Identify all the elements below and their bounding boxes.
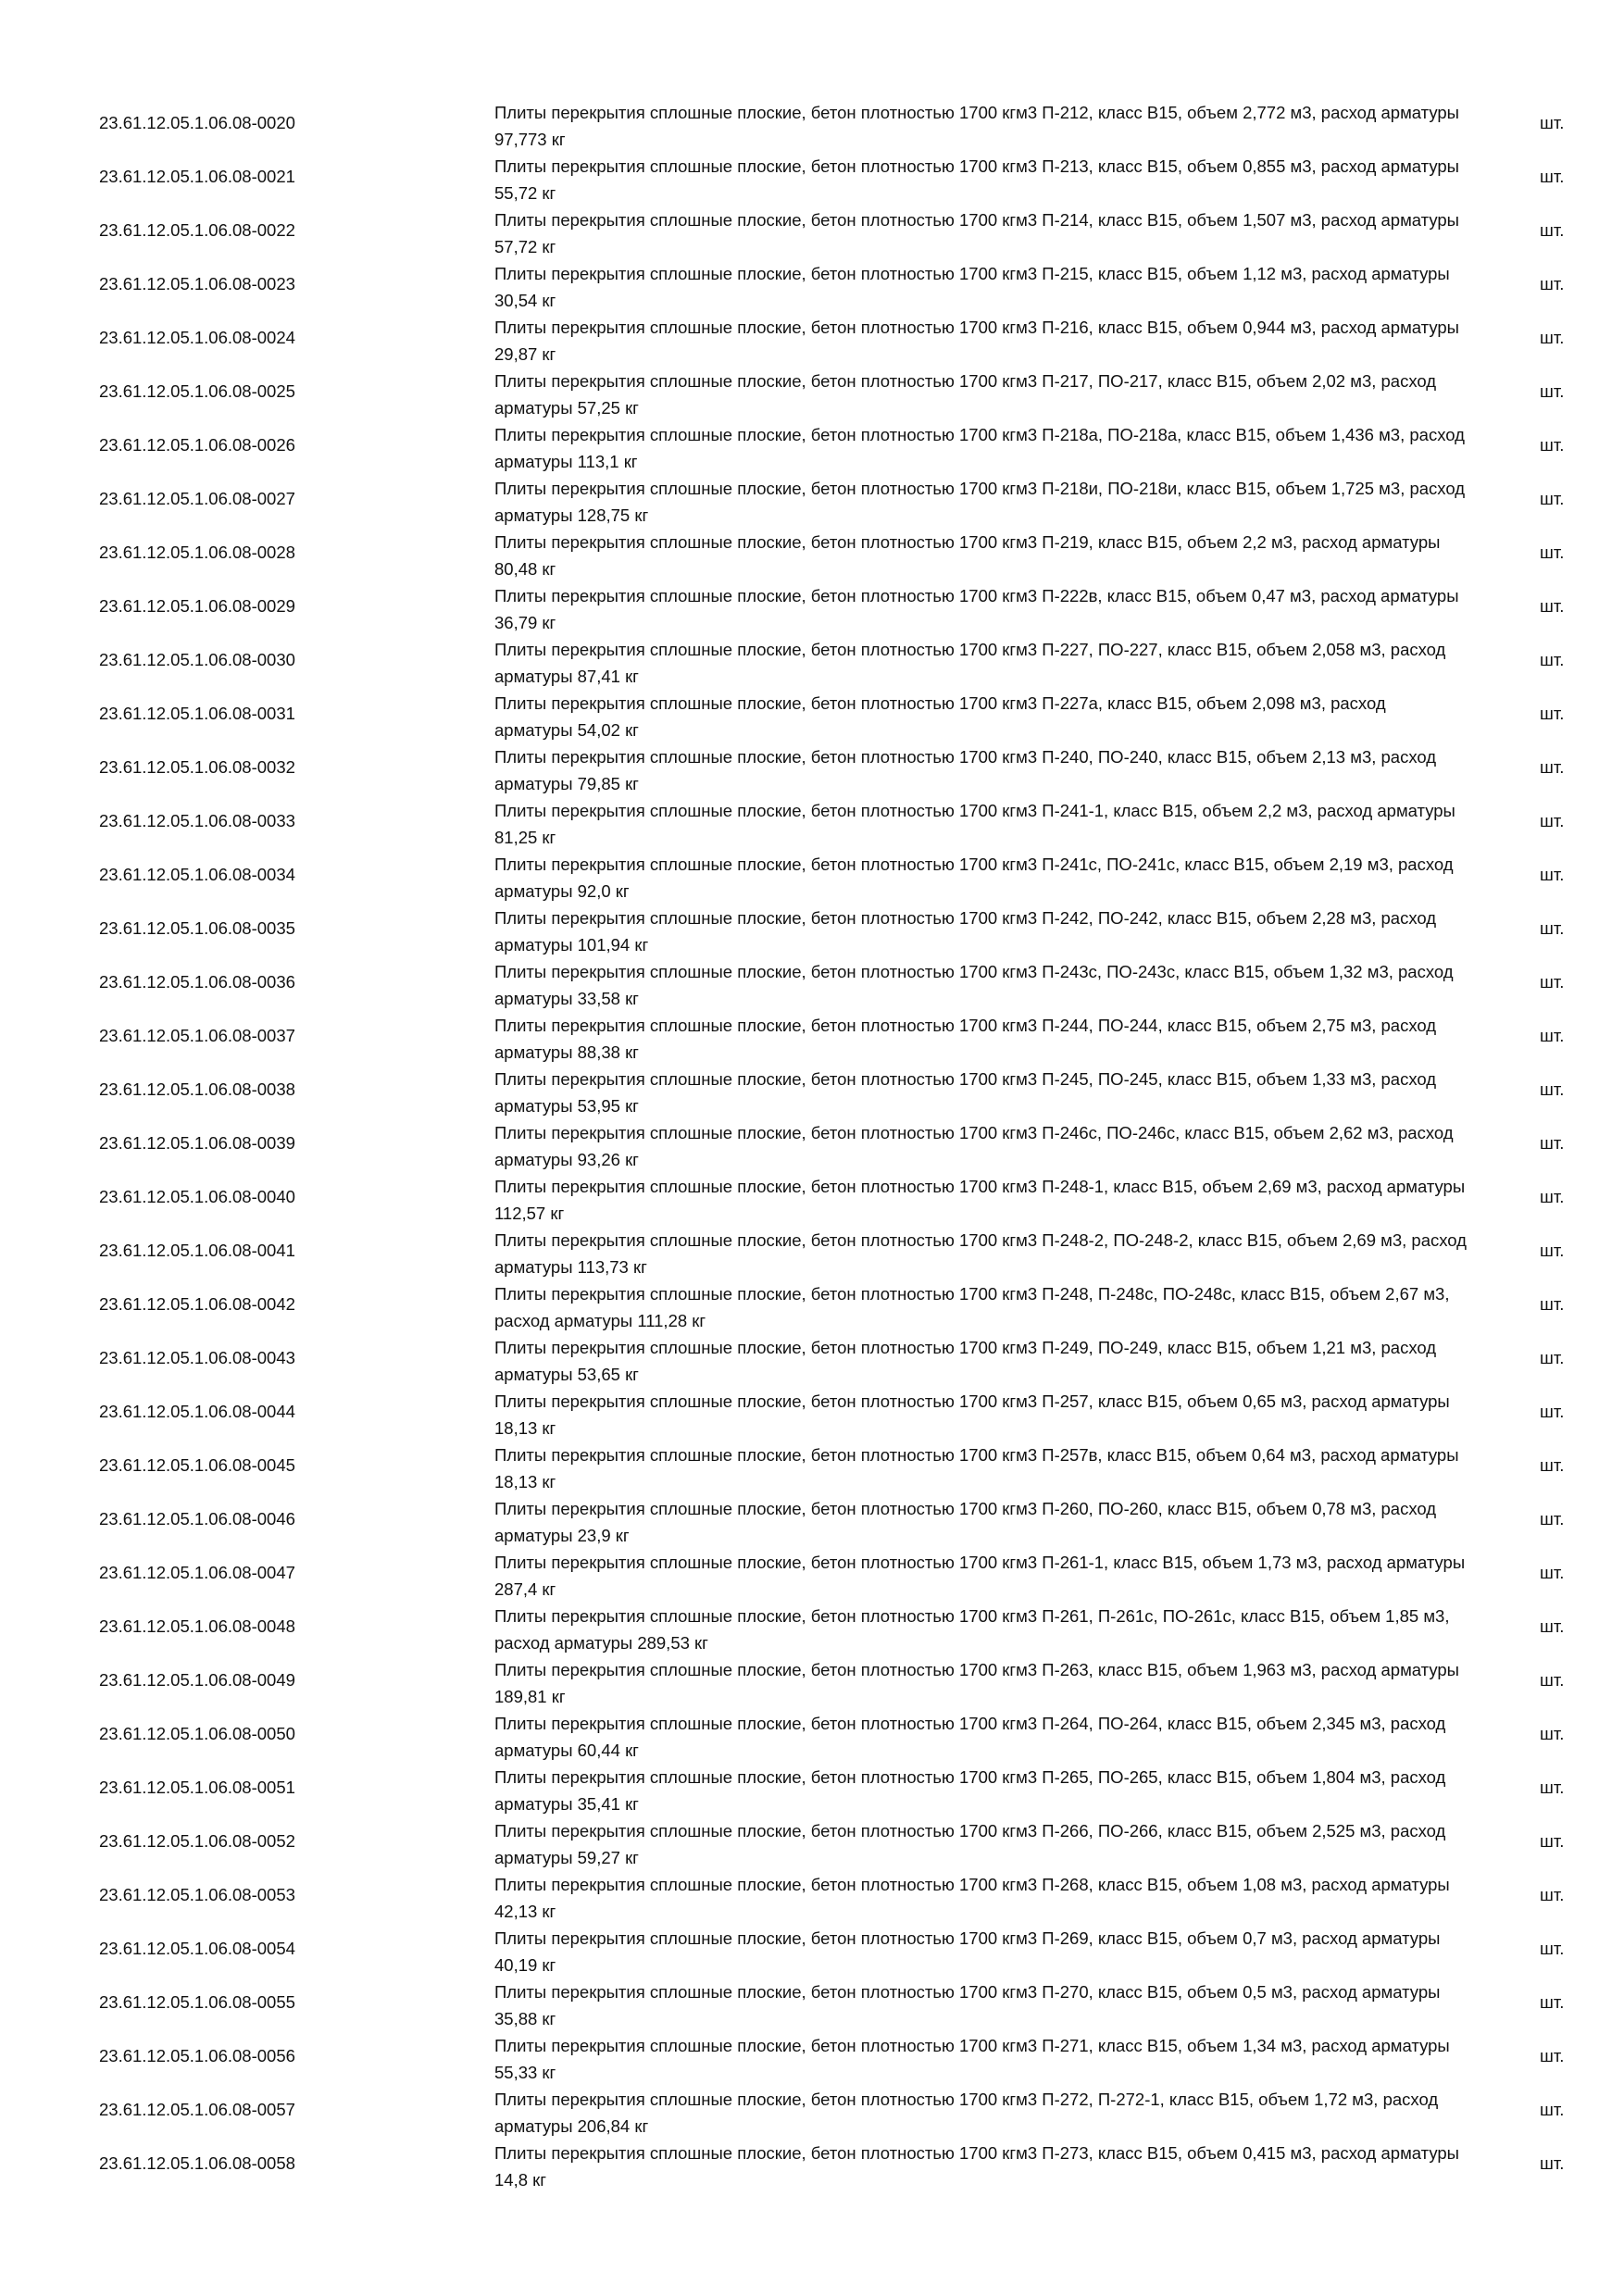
- resource-description: Плиты перекрытия сплошные плоские, бетон плотностью 1700 кгм3 П-249, ПО-249, класс В15, объем 1,21 м3, расход арматуры 53,65 кг: [494, 1338, 1437, 1384]
- resource-code: 23.61.12.05.1.06.08-0047: [99, 1563, 295, 1582]
- table-row: [0, 2137, 1624, 2190]
- unit-of-measure: шт.: [1540, 220, 1565, 240]
- table-row: [0, 1761, 1624, 1815]
- unit-of-measure: шт.: [1540, 1348, 1565, 1367]
- resource-description: Плиты перекрытия сплошные плоские, бетон плотностью 1700 кгм3 П-271, класс В15, объем 1,34 м3, расход арматуры 55,33 кг: [494, 2036, 1450, 2082]
- resource-description: Плиты перекрытия сплошные плоские, бетон плотностью 1700 кгм3 П-261, П-261с, ПО-261с, класс В15, объем 1,85 м3, расход арматуры 289,53 кг: [494, 1606, 1450, 1653]
- unit-of-measure: шт.: [1540, 1187, 1565, 1206]
- unit-of-measure: шт.: [1540, 1026, 1565, 1045]
- table-row: [0, 1492, 1624, 1546]
- table-row: [0, 311, 1624, 365]
- table-row: [0, 472, 1624, 526]
- table-row: [0, 902, 1624, 955]
- resource-code: 23.61.12.05.1.06.08-0043: [99, 1348, 295, 1367]
- unit-of-measure: шт.: [1540, 543, 1565, 562]
- resource-description: Плиты перекрытия сплошные плоские, бетон плотностью 1700 кгм3 П-266, ПО-266, класс В15, объем 2,525 м3, расход арматуры 59,27 кг: [494, 1821, 1446, 1867]
- unit-of-measure: шт.: [1540, 757, 1565, 777]
- table-row: [0, 1224, 1624, 1278]
- resource-code: 23.61.12.05.1.06.08-0053: [99, 1885, 295, 1904]
- resource-code: 23.61.12.05.1.06.08-0038: [99, 1079, 295, 1099]
- unit-of-measure: шт.: [1540, 865, 1565, 884]
- resource-code: 23.61.12.05.1.06.08-0039: [99, 1133, 295, 1153]
- unit-of-measure: шт.: [1540, 1563, 1565, 1582]
- table-row: [0, 580, 1624, 633]
- resource-description: Плиты перекрытия сплошные плоские, бетон плотностью 1700 кгм3 П-257в, класс В15, объем 0,64 м3, расход арматуры 18,13 кг: [494, 1445, 1459, 1491]
- resource-code: 23.61.12.05.1.06.08-0050: [99, 1724, 295, 1743]
- resource-code: 23.61.12.05.1.06.08-0036: [99, 972, 295, 992]
- resource-description: Плиты перекрытия сплошные плоские, бетон плотностью 1700 кгм3 П-268, класс В15, объем 1,08 м3, расход арматуры 42,13 кг: [494, 1875, 1450, 1921]
- resource-code: 23.61.12.05.1.06.08-0052: [99, 1831, 295, 1851]
- resource-description: Плиты перекрытия сплошные плоские, бетон плотностью 1700 кгм3 П-212, класс В15, объем 2,772 м3, расход арматуры 97,773 кг: [494, 103, 1459, 149]
- resource-description: Плиты перекрытия сплошные плоские, бетон плотностью 1700 кгм3 П-248, П-248с, ПО-248с, класс В15, объем 2,67 м3, расход арматуры 111,28 кг: [494, 1284, 1450, 1330]
- resource-code: 23.61.12.05.1.06.08-0032: [99, 757, 295, 777]
- resource-code: 23.61.12.05.1.06.08-0048: [99, 1616, 295, 1636]
- table-row: [0, 633, 1624, 687]
- resource-code: 23.61.12.05.1.06.08-0026: [99, 435, 295, 455]
- resource-description: Плиты перекрытия сплошные плоские, бетон плотностью 1700 кгм3 П-219, класс В15, объем 2,2 м3, расход арматуры 80,48 кг: [494, 532, 1441, 579]
- table-row: [0, 1117, 1624, 1170]
- table-row: [0, 1653, 1624, 1707]
- resource-code: 23.61.12.05.1.06.08-0058: [99, 2153, 295, 2173]
- unit-of-measure: шт.: [1540, 1294, 1565, 1314]
- resource-code: 23.61.12.05.1.06.08-0037: [99, 1026, 295, 1045]
- resource-description: Плиты перекрытия сплошные плоские, бетон плотностью 1700 кгм3 П-257, класс В15, объем 0,65 м3, расход арматуры 18,13 кг: [494, 1391, 1450, 1438]
- resource-description: Плиты перекрытия сплошные плоские, бетон плотностью 1700 кгм3 П-265, ПО-265, класс В15, объем 1,804 м3, расход арматуры 35,41 кг: [494, 1767, 1446, 1814]
- resource-code: 23.61.12.05.1.06.08-0025: [99, 381, 295, 401]
- unit-of-measure: шт.: [1540, 1455, 1565, 1475]
- resource-code: 23.61.12.05.1.06.08-0030: [99, 650, 295, 669]
- unit-of-measure: шт.: [1540, 1992, 1565, 2012]
- table-row: [0, 2029, 1624, 2083]
- unit-of-measure: шт.: [1540, 1079, 1565, 1099]
- table-row: [0, 687, 1624, 741]
- resource-code: 23.61.12.05.1.06.08-0029: [99, 596, 295, 616]
- unit-of-measure: шт.: [1540, 1133, 1565, 1153]
- table-row: [0, 418, 1624, 472]
- resource-code: 23.61.12.05.1.06.08-0031: [99, 704, 295, 723]
- resource-description: Плиты перекрытия сплошные плоские, бетон плотностью 1700 кгм3 П-214, класс В15, объем 1,507 м3, расход арматуры 57,72 кг: [494, 210, 1459, 256]
- table-row: [0, 1063, 1624, 1117]
- unit-of-measure: шт.: [1540, 1616, 1565, 1636]
- resource-code: 23.61.12.05.1.06.08-0057: [99, 2100, 295, 2119]
- resource-code: 23.61.12.05.1.06.08-0027: [99, 489, 295, 508]
- resource-description: Плиты перекрытия сплошные плоские, бетон плотностью 1700 кгм3 П-215, класс В15, объем 1,12 м3, расход арматуры 30,54 кг: [494, 264, 1450, 310]
- unit-of-measure: шт.: [1540, 1724, 1565, 1743]
- unit-of-measure: шт.: [1540, 113, 1565, 132]
- table-row: [0, 526, 1624, 580]
- unit-of-measure: шт.: [1540, 596, 1565, 616]
- resource-description: Плиты перекрытия сплошные плоские, бетон плотностью 1700 кгм3 П-227, ПО-227, класс В15, объем 2,058 м3, расход арматуры 87,41 кг: [494, 640, 1446, 686]
- table-row: [0, 365, 1624, 418]
- resource-description: Плиты перекрытия сплошные плоские, бетон плотностью 1700 кгм3 П-218а, ПО-218а, класс В15, объем 1,436 м3, расход арматуры 113,1 кг: [494, 425, 1465, 471]
- resource-code: 23.61.12.05.1.06.08-0033: [99, 811, 295, 830]
- table-row: [0, 1868, 1624, 1922]
- unit-of-measure: шт.: [1540, 1509, 1565, 1529]
- resource-description: Плиты перекрытия сплошные плоские, бетон плотностью 1700 кгм3 П-248-2, ПО-248-2, класс В15, объем 2,69 м3, расход арматуры 113,73 кг: [494, 1230, 1467, 1277]
- unit-of-measure: шт.: [1540, 1402, 1565, 1421]
- resource-code: 23.61.12.05.1.06.08-0045: [99, 1455, 295, 1475]
- resource-code: 23.61.12.05.1.06.08-0028: [99, 543, 295, 562]
- unit-of-measure: шт.: [1540, 1241, 1565, 1260]
- unit-of-measure: шт.: [1540, 650, 1565, 669]
- unit-of-measure: шт.: [1540, 1831, 1565, 1851]
- unit-of-measure: шт.: [1540, 1778, 1565, 1797]
- unit-of-measure: шт.: [1540, 704, 1565, 723]
- table-row: [0, 1439, 1624, 1492]
- table-row: [0, 257, 1624, 311]
- unit-of-measure: шт.: [1540, 2153, 1565, 2173]
- resource-description: Плиты перекрытия сплошные плоские, бетон плотностью 1700 кгм3 П-218и, ПО-218и, класс В15, объем 1,725 м3, расход арматуры 128,75 кг: [494, 479, 1466, 525]
- resource-code: 23.61.12.05.1.06.08-0041: [99, 1241, 295, 1260]
- unit-of-measure: шт.: [1540, 435, 1565, 455]
- unit-of-measure: шт.: [1540, 1670, 1565, 1690]
- unit-of-measure: шт.: [1540, 274, 1565, 293]
- resource-description: Плиты перекрытия сплошные плоские, бетон плотностью 1700 кгм3 П-272, П-272-1, класс В15, объем 1,72 м3, расход арматуры 206,84 кг: [494, 2090, 1439, 2136]
- resource-description: Плиты перекрытия сплошные плоские, бетон плотностью 1700 кгм3 П-240, ПО-240, класс В15, объем 2,13 м3, расход арматуры 79,85 кг: [494, 747, 1437, 793]
- table-row: [0, 848, 1624, 902]
- resource-code: 23.61.12.05.1.06.08-0054: [99, 1939, 295, 1958]
- resource-description: Плиты перекрытия сплошные плоские, бетон плотностью 1700 кгм3 П-263, класс В15, объем 1,963 м3, расход арматуры 189,81 кг: [494, 1660, 1459, 1706]
- table-row: [0, 150, 1624, 204]
- price-list-rows: [0, 96, 1624, 2190]
- resource-code: 23.61.12.05.1.06.08-0022: [99, 220, 295, 240]
- resource-code: 23.61.12.05.1.06.08-0044: [99, 1402, 295, 1421]
- resource-description: Плиты перекрытия сплошные плоские, бетон плотностью 1700 кгм3 П-244, ПО-244, класс В15, объем 2,75 м3, расход арматуры 88,38 кг: [494, 1016, 1437, 1062]
- resource-description: Плиты перекрытия сплошные плоские, бетон плотностью 1700 кгм3 П-213, класс В15, объем 0,855 м3, расход арматуры 55,72 кг: [494, 156, 1459, 203]
- resource-description: Плиты перекрытия сплошные плоские, бетон плотностью 1700 кгм3 П-248-1, класс В15, объем 2,69 м3, расход арматуры 112,57 кг: [494, 1177, 1466, 1223]
- unit-of-measure: шт.: [1540, 489, 1565, 508]
- resource-code: 23.61.12.05.1.06.08-0056: [99, 2046, 295, 2065]
- unit-of-measure: шт.: [1540, 811, 1565, 830]
- resource-code: 23.61.12.05.1.06.08-0034: [99, 865, 295, 884]
- table-row: [0, 1976, 1624, 2029]
- table-row: [0, 1707, 1624, 1761]
- unit-of-measure: шт.: [1540, 328, 1565, 347]
- resource-description: Плиты перекрытия сплошные плоские, бетон плотностью 1700 кгм3 П-269, класс В15, объем 0,7 м3, расход арматуры 40,19 кг: [494, 1928, 1441, 1975]
- resource-code: 23.61.12.05.1.06.08-0024: [99, 328, 295, 347]
- resource-description: Плиты перекрытия сплошные плоские, бетон плотностью 1700 кгм3 П-270, класс В15, объем 0,5 м3, расход арматуры 35,88 кг: [494, 1982, 1441, 2028]
- unit-of-measure: шт.: [1540, 1885, 1565, 1904]
- resource-description: Плиты перекрытия сплошные плоские, бетон плотностью 1700 кгм3 П-241с, ПО-241с, класс В15, объем 2,19 м3, расход арматуры 92,0 кг: [494, 855, 1454, 901]
- resource-description: Плиты перекрытия сплошные плоские, бетон плотностью 1700 кгм3 П-273, класс В15, объем 0,415 м3, расход арматуры 14,8 кг: [494, 2143, 1459, 2190]
- resource-code: 23.61.12.05.1.06.08-0042: [99, 1294, 295, 1314]
- resource-description: Плиты перекрытия сплошные плоские, бетон плотностью 1700 кгм3 П-245, ПО-245, класс В15, объем 1,33 м3, расход арматуры 53,95 кг: [494, 1069, 1437, 1116]
- table-row: [0, 1385, 1624, 1439]
- unit-of-measure: шт.: [1540, 918, 1565, 938]
- resource-description: Плиты перекрытия сплошные плоские, бетон плотностью 1700 кгм3 П-243с, ПО-243с, класс В15, объем 1,32 м3, расход арматуры 33,58 кг: [494, 962, 1454, 1008]
- resource-description: Плиты перекрытия сплошные плоские, бетон плотностью 1700 кгм3 П-227а, класс В15, объем 2,098 м3, расход арматуры 54,02 кг: [494, 693, 1386, 740]
- table-row: [0, 1815, 1624, 1868]
- unit-of-measure: шт.: [1540, 2100, 1565, 2119]
- resource-description: Плиты перекрытия сплошные плоские, бетон плотностью 1700 кгм3 П-241-1, класс В15, объем 2,2 м3, расход арматуры 81,25 кг: [494, 801, 1455, 847]
- table-row: [0, 955, 1624, 1009]
- resource-description: Плиты перекрытия сплошные плоские, бетон плотностью 1700 кгм3 П-242, ПО-242, класс В15, объем 2,28 м3, расход арматуры 101,94 кг: [494, 908, 1437, 955]
- unit-of-measure: шт.: [1540, 972, 1565, 992]
- resource-description: Плиты перекрытия сплошные плоские, бетон плотностью 1700 кгм3 П-261-1, класс В15, объем 1,73 м3, расход арматуры 287,4 кг: [494, 1553, 1466, 1599]
- table-row: [0, 1600, 1624, 1653]
- table-row: [0, 1331, 1624, 1385]
- unit-of-measure: шт.: [1540, 167, 1565, 186]
- table-row: [0, 1278, 1624, 1331]
- resource-code: 23.61.12.05.1.06.08-0055: [99, 1992, 295, 2012]
- unit-of-measure: шт.: [1540, 2046, 1565, 2065]
- resource-code: 23.61.12.05.1.06.08-0046: [99, 1509, 295, 1529]
- resource-code: 23.61.12.05.1.06.08-0040: [99, 1187, 295, 1206]
- table-row: [0, 1170, 1624, 1224]
- resource-code: 23.61.12.05.1.06.08-0035: [99, 918, 295, 938]
- unit-of-measure: шт.: [1540, 1939, 1565, 1958]
- resource-code: 23.61.12.05.1.06.08-0020: [99, 113, 295, 132]
- table-row: [0, 204, 1624, 257]
- table-row: [0, 741, 1624, 794]
- resource-description: Плиты перекрытия сплошные плоские, бетон плотностью 1700 кгм3 П-260, ПО-260, класс В15, объем 0,78 м3, расход арматуры 23,9 кг: [494, 1499, 1437, 1545]
- table-row: [0, 794, 1624, 848]
- resource-code: 23.61.12.05.1.06.08-0023: [99, 274, 295, 293]
- resource-code: 23.61.12.05.1.06.08-0021: [99, 167, 295, 186]
- table-row: [0, 1546, 1624, 1600]
- table-row: [0, 96, 1624, 150]
- table-row: [0, 1922, 1624, 1976]
- resource-description: Плиты перекрытия сплошные плоские, бетон плотностью 1700 кгм3 П-216, класс В15, объем 0,944 м3, расход арматуры 29,87 кг: [494, 318, 1459, 364]
- resource-description: Плиты перекрытия сплошные плоские, бетон плотностью 1700 кгм3 П-246с, ПО-246с, класс В15, объем 2,62 м3, расход арматуры 93,26 кг: [494, 1123, 1454, 1169]
- resource-description: Плиты перекрытия сплошные плоские, бетон плотностью 1700 кгм3 П-217, ПО-217, класс В15, объем 2,02 м3, расход арматуры 57,25 кг: [494, 371, 1437, 418]
- unit-of-measure: шт.: [1540, 381, 1565, 401]
- resource-description: Плиты перекрытия сплошные плоские, бетон плотностью 1700 кгм3 П-264, ПО-264, класс В15, объем 2,345 м3, расход арматуры 60,44 кг: [494, 1714, 1446, 1760]
- table-row: [0, 2083, 1624, 2137]
- resource-code: 23.61.12.05.1.06.08-0049: [99, 1670, 295, 1690]
- table-row: [0, 1009, 1624, 1063]
- resource-code: 23.61.12.05.1.06.08-0051: [99, 1778, 295, 1797]
- resource-description: Плиты перекрытия сплошные плоские, бетон плотностью 1700 кгм3 П-222в, класс В15, объем 0,47 м3, расход арматуры 36,79 кг: [494, 586, 1459, 632]
